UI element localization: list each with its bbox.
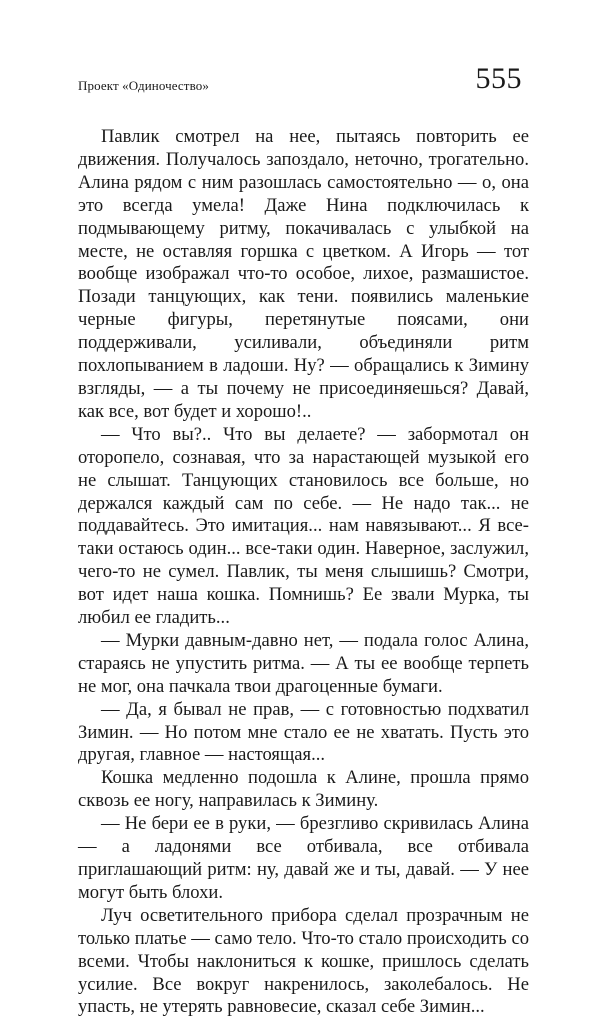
paragraph-5: Кошка медленно подошла к Алине, прошла прямо сквозь ее ногу, направилась к Зимину. [78,767,529,812]
paragraph-7: Луч осветительного прибора сделал прозрачным не только платье — само тело. Что-то стало происходить со всеми. Чтобы наклониться к кошке, пришлось сделать усилие. Все вокруг накренилось, заколебалось. Не упасть, не утерять равновесие, сказал себе Зимин... [78,904,529,1018]
running-title: Проект «Одиночество» [78,78,209,93]
page-number: 555 [475,62,522,95]
paragraph-4: — Да, я бывал не прав, — с готовностью подхватил Зимин. — Но потом мне стало ее не хватать. Пусть это другая, главное — настоящая... [78,698,529,766]
paragraph-1: Павлик смотрел на нее, пытаясь повторить ее движения. Получалось запоздало, неточно, трогательно. Алина рядом с ним разошлась самостоятельно — о, она это всегда умела! Даже Нина подключилась к подмывающему ритму, покачивалась с улыбкой на месте, не оставляя горшка с цветком. А Игорь — тот вообще изображал что-то особое, лихое, размашистое. Позади танцующих, как тени. появились маленькие черные фигуры, перетянутые поясами, они поддерживали, усиливали, объединяли ритм похлопыванием в ладоши. Ну? — обращались к Зимину взгляды, — а ты почему не присоединяешься? Давай, как все, вот будет и хорошо!.. [78,126,529,422]
paragraph-3: — Мурки давным-давно нет, — подала голос Алина, стараясь не упустить ритма. — А ты ее вообще терпеть не мог, она пачкала твои драгоценные бумаги. [78,629,529,697]
paragraph-2: — Что вы?.. Что вы делаете? — забормотал он оторопело, сознавая, что за нарастающей музыкой его не слышат. Танцующих становилось все больше, но держался каждый сам по себе. — Не надо так... не поддавайтесь. Это имитация... нам навязывают... Я все-таки остаюсь один... все-таки один. Наверное, заслужил, чего-то не сумел. Павлик, ты меня слышишь? Смотри, вот идет наша кошка. Помнишь? Ее звали Мурка, ты любил ее гладить... [78,423,529,629]
paragraph-6: — Не бери ее в руки, — брезгливо скривилась Алина — а ладонями все отбивала, все отбивала приглашающий ритм: ну, давай же и ты, давай. — У нее могут быть блохи. [78,813,529,903]
text-body [78,126,529,1019]
